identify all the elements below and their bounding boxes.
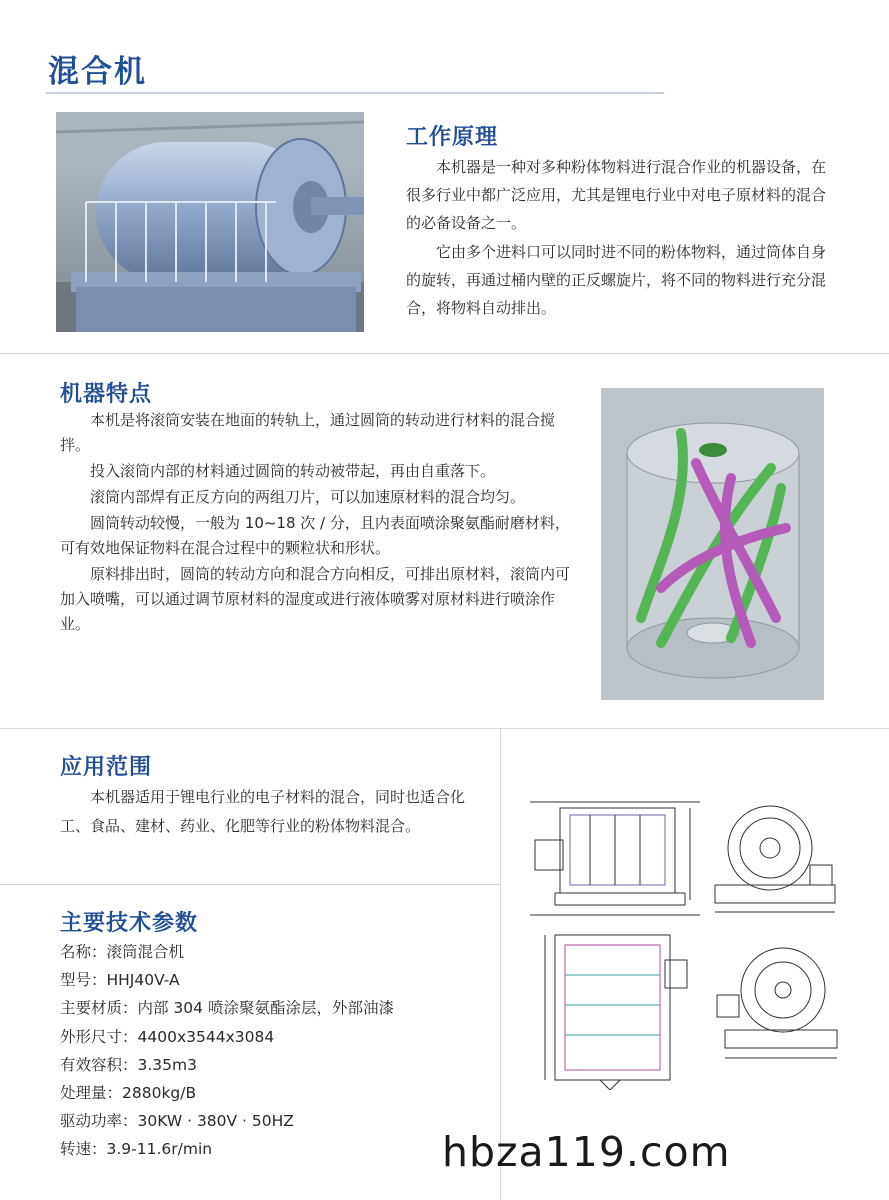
page-title: 混合机 bbox=[48, 54, 147, 90]
drum-interior-render bbox=[601, 388, 824, 700]
end-view-drawing bbox=[715, 806, 835, 912]
working-principle-text bbox=[406, 153, 836, 323]
spec-row: 驱动功率：30KW · 380V · 50HZ bbox=[60, 1112, 294, 1131]
end-view-2-drawing bbox=[717, 948, 837, 1058]
side-view-drawing bbox=[530, 802, 700, 915]
watermark: hbza119.com bbox=[442, 1128, 731, 1176]
working-principle-title: 工作原理 bbox=[406, 125, 499, 150]
section-divider bbox=[0, 728, 889, 729]
paragraph: 本机器适用于锂电行业的电子材料的混合，同时也适合化工、食品、建材、药业、化肥等行业的粉体物料混合。 bbox=[60, 788, 466, 835]
specs-title: 主要技术参数 bbox=[60, 911, 199, 936]
application-text bbox=[60, 783, 475, 842]
spec-row: 处理量：2880kg/B bbox=[60, 1083, 197, 1102]
paragraph: 它由多个进料口可以同时进不同的粉体物料，通过筒体自身的旋转，再通过桶内壁的正反螺旋片，将不同的物料进行充分混合，将物料自动排出。 bbox=[406, 243, 827, 317]
spec-row: 名称：滚筒混合机 bbox=[60, 943, 185, 961]
features-text bbox=[60, 408, 570, 638]
paragraph: 本机是将滚筒安装在地面的转轨上，通过圆筒的转动进行材料的混合搅拌。 bbox=[60, 411, 556, 454]
paragraph: 原料排出时，圆筒的转动方向和混合方向相反，可排出原材料，滚筒内可加入喷嘴，可以通过调节原材料的湿度或进行液体喷雾对原材料进行喷涂作业。 bbox=[60, 565, 571, 633]
title-divider bbox=[46, 92, 664, 94]
application-title: 应用范围 bbox=[60, 755, 153, 780]
section-divider bbox=[0, 884, 500, 885]
spec-row: 转速：3.9-11.6r/min bbox=[60, 1140, 213, 1159]
spec-row: 型号：HHJ40V-A bbox=[60, 971, 180, 990]
paragraph: 滚筒内部焊有正反方向的两组刀片，可以加速原材料的混合均匀。 bbox=[90, 488, 526, 506]
paragraph: 本机器是一种对多种粉体物料进行混合作业的机器设备，在很多行业中都广泛应用，尤其是锂电行业中对电子原材料的混合的必备设备之一。 bbox=[406, 158, 827, 232]
machine-photo bbox=[56, 112, 364, 332]
spec-row: 外形尺寸：4400x3544x3084 bbox=[60, 1027, 275, 1046]
specs-list bbox=[60, 938, 490, 1164]
features-title: 机器特点 bbox=[60, 382, 153, 407]
technical-drawings bbox=[525, 790, 855, 1090]
top-view-drawing bbox=[545, 935, 687, 1090]
spec-row: 主要材质：内部 304 喷涂聚氨酯涂层，外部油漆 bbox=[60, 999, 394, 1018]
paragraph: 圆筒转动较慢，一般为 10~18 次 / 分，且内表面喷涂聚氨酯耐磨材料，可有效地保证物料在混合过程中的颗粒状和形状。 bbox=[60, 514, 570, 557]
section-divider bbox=[0, 353, 889, 354]
paragraph: 投入滚筒内部的材料通过圆筒的转动被带起，再由自重落下。 bbox=[90, 462, 496, 480]
spec-row: 有效容积：3.35m3 bbox=[60, 1055, 197, 1074]
